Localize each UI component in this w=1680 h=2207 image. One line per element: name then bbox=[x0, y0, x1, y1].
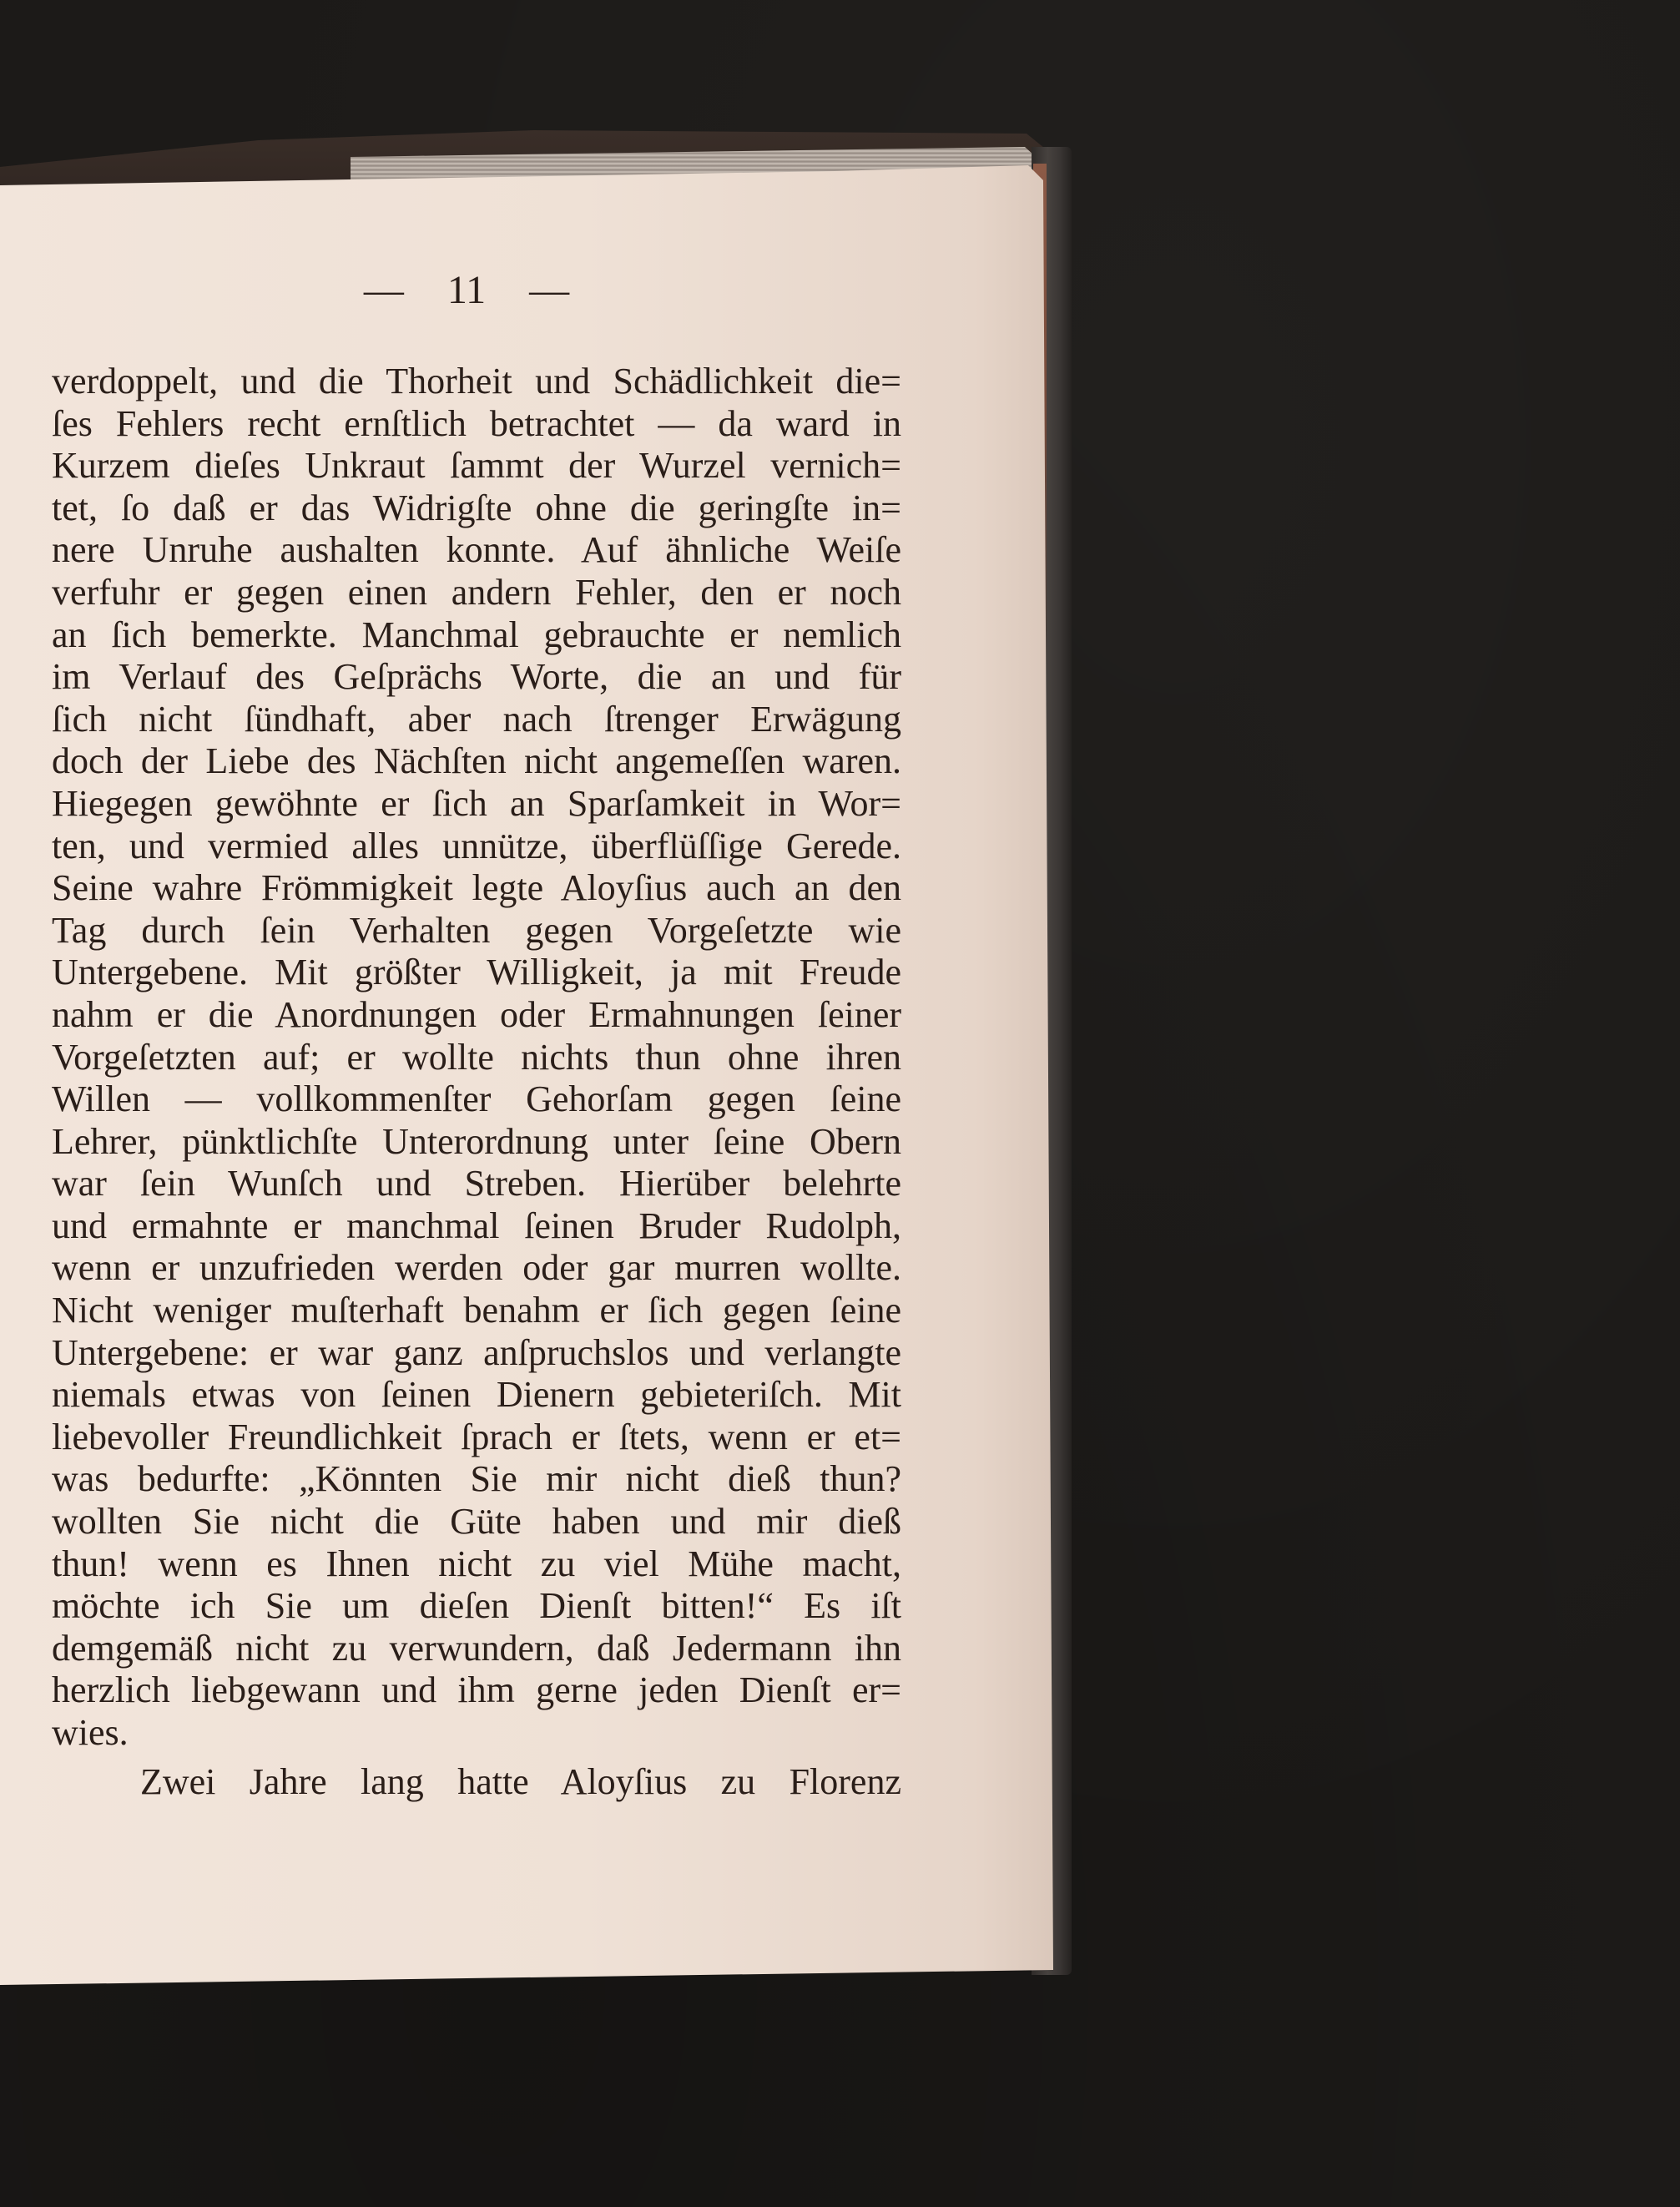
text-line: Zwei Jahre lang hatte Aloyſius zu Florenz bbox=[140, 1760, 901, 1802]
text-line: herzlich liebgewann und ihm gerne jeden Dienſt er= bbox=[52, 1669, 901, 1711]
text-line: wies. bbox=[52, 1712, 129, 1753]
text-line: Vorgeſetzten auf; er wollte nichts thun ohne ihren bbox=[52, 1036, 901, 1078]
text-line: wollten Sie nicht die Güte haben und mir dieß bbox=[52, 1501, 901, 1543]
text-line: thun! wenn es Ihnen nicht zu viel Mühe macht, bbox=[52, 1543, 901, 1584]
text-line: ſes Fehlers recht ernſtlich betrachtet — da ward in bbox=[52, 402, 901, 444]
body-text bbox=[52, 361, 901, 1803]
text-line: Untergebene. Mit größter Willigkeit, ja mit Freude bbox=[52, 952, 901, 993]
text-line: tet, ſo daß er das Widrigſte ohne die geringſte in= bbox=[52, 487, 901, 528]
text-line: an ſich bemerkte. Manchmal gebrauchte er nemlich bbox=[52, 614, 901, 655]
text-line: Hiegegen gewöhnte er ſich an Sparſamkeit in Wor= bbox=[52, 782, 901, 824]
text-line: war ſein Wunſch und Streben. Hierüber belehrte bbox=[52, 1163, 901, 1205]
text-line: Seine wahre Frömmigkeit legte Aloyſius auch an den bbox=[52, 867, 901, 909]
text-line: wenn er unzufrieden werden oder gar murren wollte. bbox=[52, 1247, 901, 1289]
text-line: im Verlauf des Geſprächs Worte, die an und für bbox=[52, 656, 901, 698]
text-line: Tag durch ſein Verhalten gegen Vorgeſetzte wie bbox=[52, 909, 901, 951]
text-line: Willen — vollkommenſter Gehorſam gegen ſeine bbox=[52, 1078, 901, 1120]
text-line: liebevoller Freundlichkeit ſprach er ſtets, wenn er et= bbox=[52, 1416, 901, 1457]
text-line: niemals etwas von ſeinen Dienern gebieteriſch. Mit bbox=[52, 1374, 901, 1416]
text-line: ſich nicht ſündhaft, aber nach ſtrenger Erwägung bbox=[52, 698, 901, 740]
text-line: Lehrer, pünktlichſte Unterordnung unter ſeine Obern bbox=[52, 1120, 901, 1162]
text-line: verdoppelt, und die Thorheit und Schädlichkeit die= bbox=[52, 361, 901, 402]
text-line: demgemäß nicht zu verwundern, daß Jedermann ihn bbox=[52, 1627, 901, 1669]
text-line: und ermahnte er manchmal ſeinen Bruder Rudolph, bbox=[52, 1205, 901, 1246]
page-number: — 11 — bbox=[363, 268, 570, 312]
text-line: doch der Liebe des Nächſten nicht angemeſſen waren. bbox=[52, 740, 901, 782]
text-line: Kurzem dieſes Unkraut ſammt der Wurzel vernich= bbox=[52, 445, 901, 487]
text-line: möchte ich Sie um dieſen Dienſt bitten!“ Es iſt bbox=[52, 1585, 901, 1627]
text-line: verfuhr er gegen einen andern Fehler, den er noch bbox=[52, 571, 901, 613]
text-line: Nicht weniger muſterhaft benahm er ſich gegen ſeine bbox=[52, 1290, 901, 1331]
text-line: ten, und vermied alles unnütze, überflüſſige Gerede. bbox=[52, 825, 901, 866]
text-line: was bedurfte: „Könnten Sie mir nicht dieß thun? bbox=[52, 1458, 901, 1500]
text-line: nahm er die Anordnungen oder Ermahnungen ſeiner bbox=[52, 993, 901, 1035]
text-line: nere Unruhe aushalten konnte. Auf ähnliche Weiſe bbox=[52, 529, 901, 571]
text-line: Untergebene: er war ganz anſpruchslos und verlangte bbox=[52, 1331, 901, 1373]
